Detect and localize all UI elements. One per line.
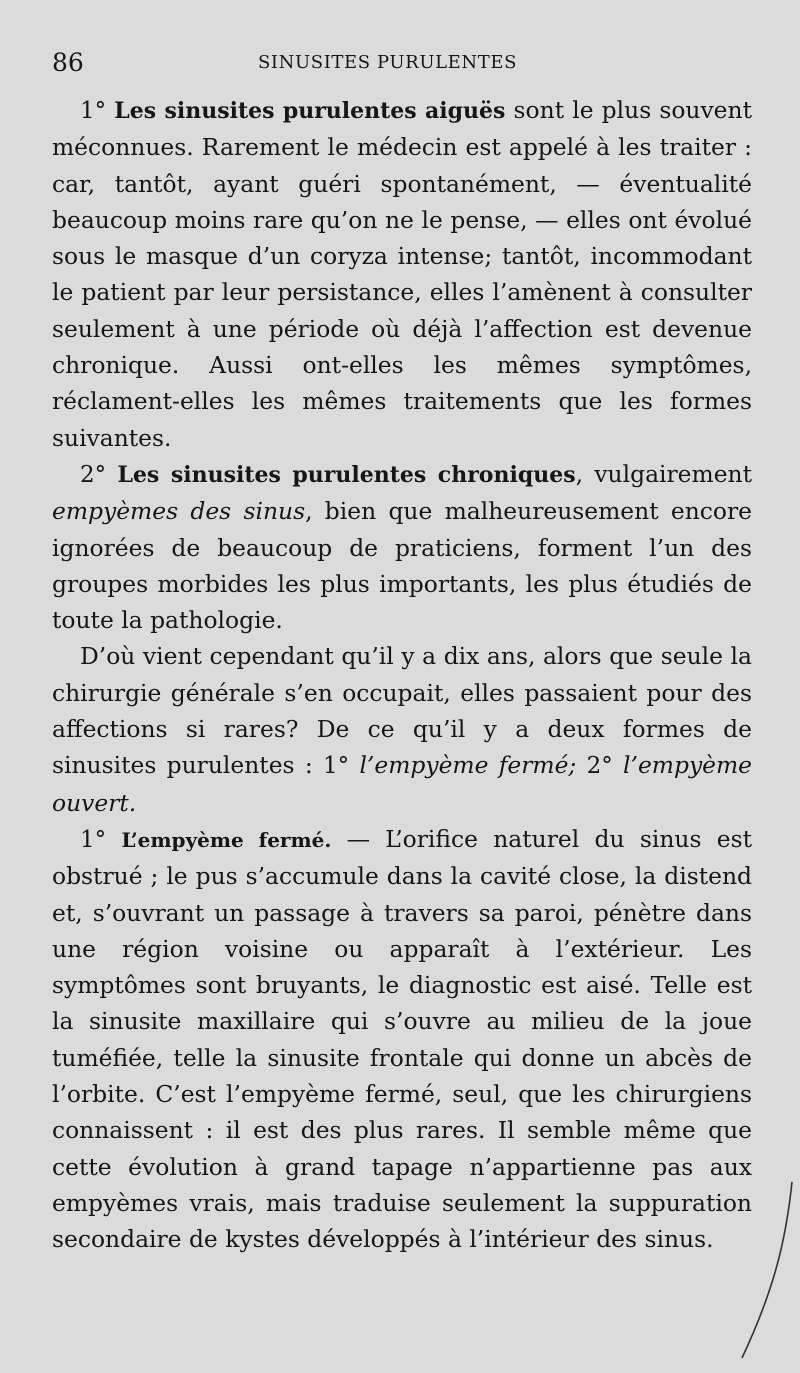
italic-term: empyèmes des sinus (52, 497, 306, 526)
margin-pencil-mark (734, 1180, 794, 1360)
section-number: 2° (80, 461, 107, 488)
running-title: SINUSITES PURULENTES (258, 52, 518, 73)
paragraph-acute-sinusitis (52, 92, 752, 456)
italic-term: l’empyème fermé; (359, 751, 577, 780)
list-number: 2° (586, 753, 613, 780)
section-heading: Les sinusites purulentes aiguës (114, 98, 506, 124)
paragraph-text: D’où vient cependant qu’il y a dix ans, alors que seule la chirurgie générale s’en occupait, elles passaient pour des affections si rares? De ce qu’il y a deux formes de sinusites purulentes : (52, 642, 752, 780)
paragraph-text: sont le plus souvent méconnues. Rarement le médecin est appelé à les traiter : car, tantôt, ayant guéri spontanément, — éventualité beaucoup moins rare qu’on ne le pense, — elles ont évolué sous le masque d’un coryza intense; tantôt, incommodant le patient par leur persistance, elles l’amènent à consulter seulement à une période où déjà l’affection est devenue chronique. Aussi ont-elles les mêmes symptômes, réclament-elles les mêmes traitements que les formes suivantes. (52, 96, 752, 452)
section-number: 1° (80, 826, 107, 853)
section-heading: L’empyème fermé. (121, 827, 332, 852)
page-number: 86 (52, 48, 84, 77)
running-head (52, 48, 748, 80)
paragraph-text: , vulgairement (575, 459, 753, 488)
section-number: 1° (80, 98, 107, 124)
paragraph-text: — L’orifice naturel du sinus est obstrué ; le pus s’accumule dans la cavité close, la distend et, s’ouvrant un passage à travers sa paroi, pénètre dans une région voisine ou apparaît à l’extérieur. Les symptômes sont bruyants, le diagnostic est aisé. Telle est la sinusite maxillaire qui s’ouvre au milieu de la joue tuméfiée, telle la sinusite frontale qui donne un abcès de l’orbite. C’est l’empyème fermé, seul, que les chirurgiens connaissent : il est des plus rares. Il semble même que cette évolution à grand tapage n’appartienne pas aux empyèmes vrais, mais traduise seulement la suppuration secondaire de kystes développés à l’intérieur des sinus. (52, 824, 752, 1254)
paragraph-chronic-sinusitis (52, 456, 752, 638)
section-heading: Les sinusites purulentes chroniques (117, 461, 576, 488)
list-number: 1° (323, 753, 350, 780)
paragraph-text: , bien que malheureusement encore ignorées de beaucoup de praticiens, forment l’un des groupes morbides les plus importants, les plus étudiés de toute la pathologie. (52, 497, 753, 635)
paragraph-closed-empyema (52, 821, 752, 1258)
italic-term: l’empyème ouvert. (52, 751, 753, 817)
paragraph-two-forms (52, 638, 752, 820)
body-text (52, 92, 752, 1258)
